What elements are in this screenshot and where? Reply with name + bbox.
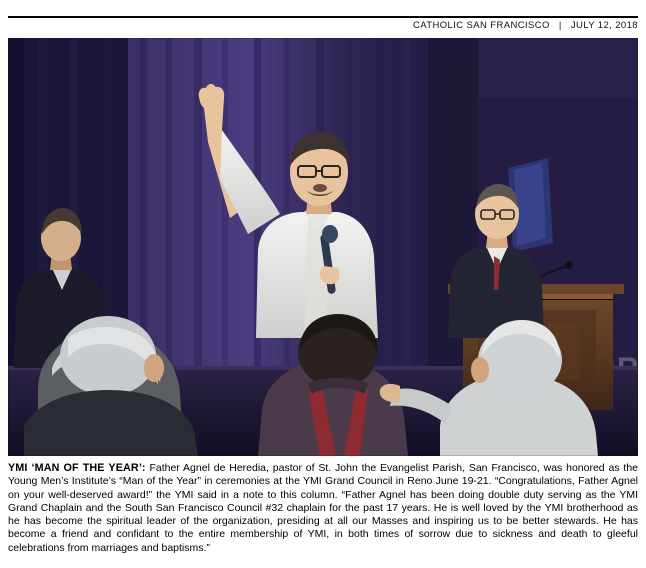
photo-illustration <box>8 38 638 456</box>
masthead-text <box>413 20 638 31</box>
masthead-separator: | <box>558 20 562 31</box>
publication-name: CATHOLIC SAN FRANCISCO <box>412 20 550 31</box>
caption-body: Father Agnel de Heredia, pastor of St. John the Evangelist Parish, San Francisco, was honored as the Young Men’s Institute’s “Man of the Year” in ceremonies at the YMI Grand Council in Reno June 19-21. “Congratulations, Father Agnel on your well-deserved award!” the YMI said in a note to this column. “Father Agnel has been doing double duty serving as the YMI Grand Chaplain and the South San Francisco Council #32 chaplain for the past 17 years. He is well loved by the YMI brotherhood as he has become the spiritual leader of the organization, presiding at all our Masses and inspiring us to be better stewards. He has become a friend and confidant to the entire membership of YMI, in both times of sorrow due to sickness and death to gleeful celebrations from marriages and baptisms.” <box>8 462 638 554</box>
photo-caption <box>8 462 638 555</box>
page-masthead <box>8 16 638 38</box>
masthead-divider <box>8 16 638 18</box>
news-photo <box>8 38 638 456</box>
issue-date: JULY 12, 2018 <box>570 20 638 31</box>
caption-lead-in: YMI ‘MAN OF THE YEAR’: <box>8 462 146 474</box>
